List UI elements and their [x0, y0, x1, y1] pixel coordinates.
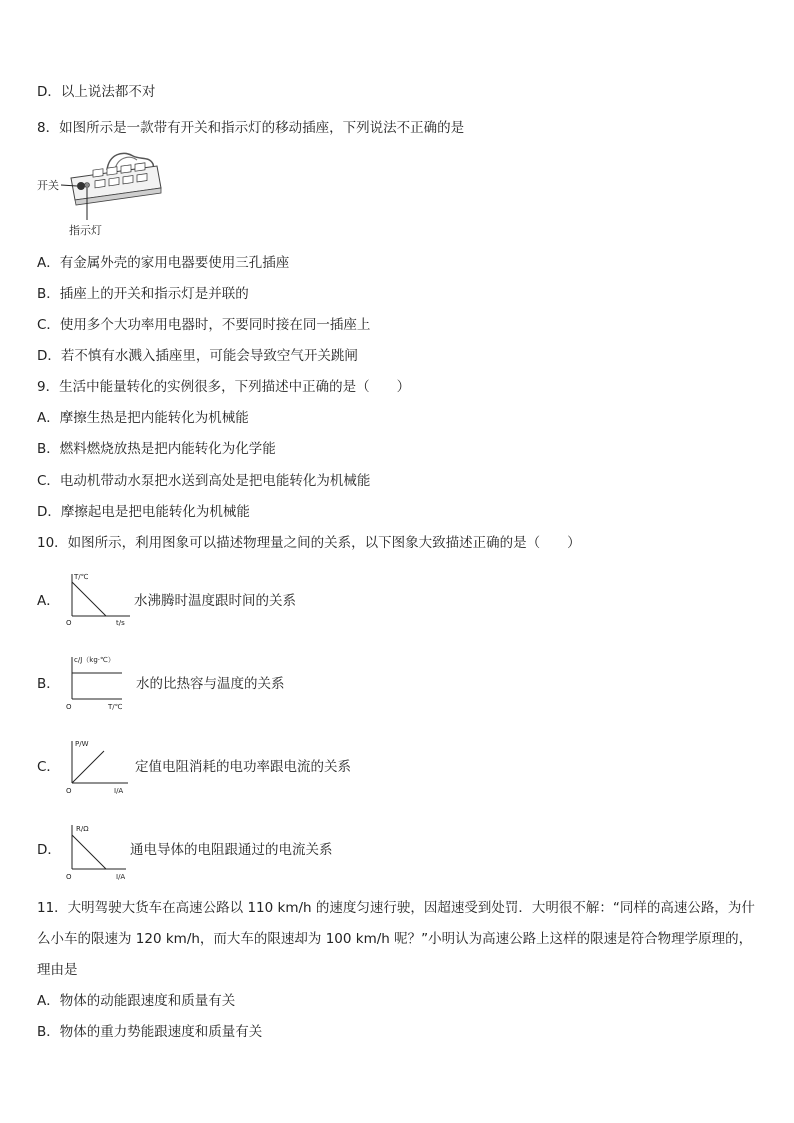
- option-10c-desc: 定值电阻消耗的电功率跟电流的关系: [135, 759, 351, 775]
- option-10a-desc: 水沸腾时温度跟时间的关系: [134, 593, 296, 609]
- option-prev-d: D．以上说法都不对: [37, 84, 156, 100]
- graph-10b: [64, 653, 136, 713]
- graph-10a-origin: O: [66, 619, 72, 627]
- graph-10b-ylabel: c/J（kg·℃）: [74, 656, 115, 664]
- question-11-line-2: 么小车的限速为 120 km/h，而大车的限速却为 100 km/h 呢？”小明认为高速公路上这样的限速是符合物理学原理的，: [37, 931, 753, 947]
- option-11b: B．物体的重力势能跟速度和质量有关: [37, 1024, 263, 1040]
- graph-10c-origin: O: [66, 787, 72, 795]
- option-10d-label: D．: [37, 842, 61, 858]
- indicator-label: 指示灯: [69, 224, 102, 237]
- option-11a: A．物体的动能跟速度和质量有关: [37, 993, 236, 1009]
- option-10b-desc: 水的比热容与温度的关系: [136, 676, 285, 692]
- graph-10c-ylabel: P/W: [75, 740, 89, 748]
- graph-10d-ylabel: R/Ω: [76, 825, 89, 833]
- option-10c-label: C．: [37, 759, 60, 775]
- option-9c: C．电动机带动水泵把水送到高处是把电能转化为机械能: [37, 473, 371, 489]
- option-10a-label: A．: [37, 593, 60, 609]
- graph-10a-xlabel: t/s: [116, 619, 125, 627]
- option-8c: C．使用多个大功率用电器时，不要同时接在同一插座上: [37, 317, 371, 333]
- power-strip-figure: [37, 148, 167, 240]
- option-8d: D．若不慎有水溅入插座里，可能会导致空气开关跳闸: [37, 348, 358, 364]
- question-11-line-3: 理由是: [37, 962, 78, 978]
- graph-10b-xlabel: T/℃: [108, 703, 123, 711]
- question-9: 9．生活中能量转化的实例很多，下列描述中正确的是（ ）: [37, 379, 411, 395]
- graph-10d: [64, 821, 132, 881]
- question-11-line-1: 11．大明驾驶大货车在高速公路以 110 km/h 的速度匀速行驶，因超速受到处罚．大明很不解：“同样的高速公路，为什: [37, 900, 755, 916]
- graph-10c: [64, 737, 132, 795]
- option-8b: B．插座上的开关和指示灯是并联的: [37, 286, 249, 302]
- graph-10a: [64, 570, 132, 628]
- graph-10c-xlabel: I/A: [114, 787, 124, 795]
- graph-10d-origin: O: [66, 873, 72, 881]
- graph-10b-origin: O: [66, 703, 72, 711]
- option-10b-label: B．: [37, 676, 60, 692]
- option-9a: A．摩擦生热是把内能转化为机械能: [37, 410, 249, 426]
- option-10d-desc: 通电导体的电阻跟通过的电流关系: [130, 842, 333, 858]
- option-9d: D．摩擦起电是把电能转化为机械能: [37, 504, 250, 520]
- switch-label: 开关: [37, 179, 59, 192]
- question-10: 10．如图所示，利用图象可以描述物理量之间的关系，以下图象大致描述正确的是（ ）: [37, 535, 581, 551]
- graph-10a-ylabel: T/℃: [74, 573, 89, 581]
- graph-10d-xlabel: I/A: [116, 873, 126, 881]
- question-8: 8．如图所示是一款带有开关和指示灯的移动插座，下列说法不正确的是: [37, 120, 465, 136]
- option-8a: A．有金属外壳的家用电器要使用三孔插座: [37, 255, 290, 271]
- option-9b: B．燃料燃烧放热是把内能转化为化学能: [37, 441, 276, 457]
